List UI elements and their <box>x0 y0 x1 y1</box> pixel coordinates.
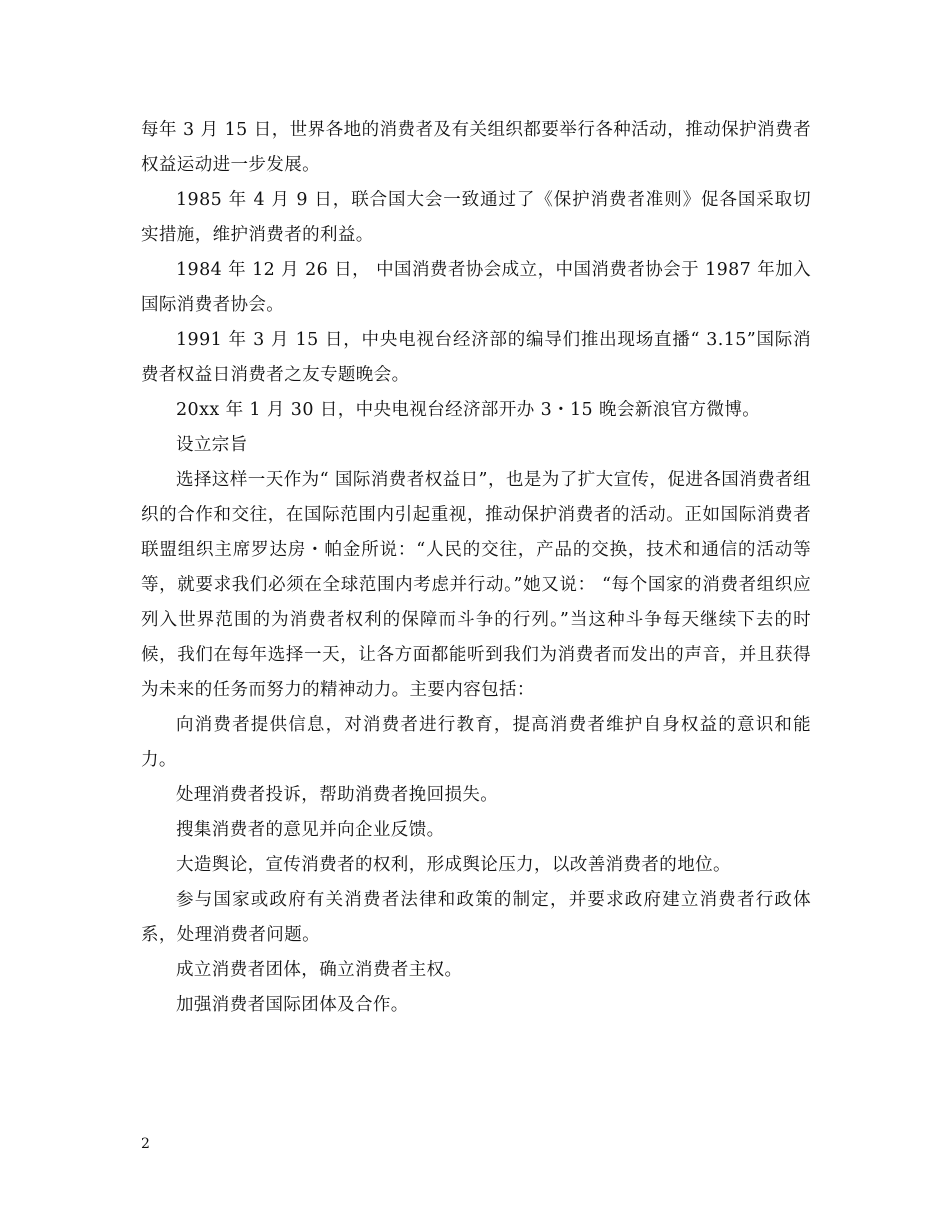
page-number: 2 <box>141 1136 150 1152</box>
paragraph: 选择这样一天作为“ 国际消费者权益日”，也是为了扩大宣传，促进各国消费者组织的合作和交往，在国际范围内引起重视，推动保护消费者的活动。正如国际消费者联盟组织主席罗达房・帕金所说：“人民的交往，产品的交换，技术和通信的活动等等，就要求我们必须在全球范围内考虑并行动。”她又说： “每个国家的消费者组织应列入世界范围的为消费者权利的保障而斗争的行列。”当这种斗争每天继续下去的时候，我们在每年选择一天，让各方面都能听到我们为消费者而发出的声音，并且获得为未来的任务而努力的精神动力。主要内容包括： <box>141 470 811 700</box>
paragraph: 1985 年 4 月 9 日，联合国大会一致通过了《保护消费者准则》促各国采取切实措施，维护消费者的利益。 <box>141 190 811 245</box>
paragraph: 每年 3 月 15 日，世界各地的消费者及有关组织都要举行各种活动，推动保护消费者权益运动进一步发展。 <box>141 120 811 175</box>
list-item: 搜集消费者的意见并向企业反馈。 <box>176 820 445 840</box>
list-item: 向消费者提供信息，对消费者进行教育，提高消费者维护自身权益的意识和能力。 <box>141 715 811 770</box>
list-item: 大造舆论，宣传消费者的权利，形成舆论压力，以改善消费者的地位。 <box>176 855 731 875</box>
paragraph: 20xx 年 1 月 30 日，中央电视台经济部开办 3・15 晚会新浪官方微博。 <box>176 400 761 420</box>
list-item: 加强消费者国际团体及合作。 <box>176 995 409 1015</box>
document-body <box>141 113 811 1023</box>
list-item: 参与国家或政府有关消费者法律和政策的制定，并要求政府建立消费者行政体系，处理消费者问题。 <box>141 890 811 945</box>
paragraph: 1984 年 12 月 26 日， 中国消费者协会成立，中国消费者协会于 1987 年加入国际消费者协会。 <box>141 260 811 315</box>
list-item: 处理消费者投诉，帮助消费者挽回损失。 <box>176 785 499 805</box>
paragraph: 1991 年 3 月 15 日，中央电视台经济部的编导们推出现场直播“ 3.15”国际消费者权益日消费者之友专题晚会。 <box>141 330 811 385</box>
list-item: 成立消费者团体，确立消费者主权。 <box>176 960 463 980</box>
section-heading: 设立宗旨 <box>176 435 248 455</box>
